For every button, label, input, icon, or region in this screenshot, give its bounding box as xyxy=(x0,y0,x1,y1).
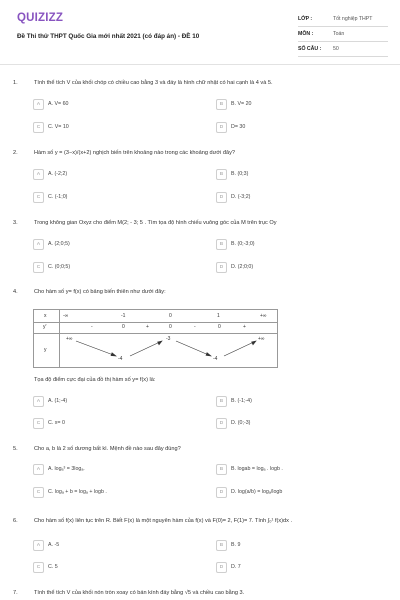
option-letter: B xyxy=(216,239,227,250)
option-letter: B xyxy=(216,99,227,110)
option-d[interactable] xyxy=(216,487,386,497)
meta-row-class xyxy=(298,12,388,27)
question-number: 5. xyxy=(13,446,18,452)
option-c[interactable] xyxy=(33,122,203,132)
option-text: D. (0;-3) xyxy=(231,420,251,426)
option-letter: A xyxy=(33,169,44,180)
option-text: A. (1;-4) xyxy=(48,398,68,404)
option-a[interactable] xyxy=(33,540,203,550)
x-label: x xyxy=(44,313,47,319)
question-text: Cho hàm số f(x) liên tục trên R. Biết F(x) là một nguyên hàm của f(x) và F(0)= 2, F(1)= 7. Tính ∫₀¹ f(x)dx . xyxy=(34,518,293,524)
x-value: -∞ xyxy=(63,313,69,319)
meta-label: LỚP : xyxy=(298,16,313,22)
option-text: C. (0;0;5) xyxy=(48,264,71,270)
option-a[interactable] xyxy=(33,169,203,179)
option-letter: D xyxy=(216,562,227,573)
option-letter: B xyxy=(216,540,227,551)
option-text: B. (0;-3;0) xyxy=(231,241,255,247)
option-text: C. logₐ + b = logₐ + logb . xyxy=(48,489,107,495)
option-letter: B xyxy=(216,169,227,180)
option-text: D. 7 xyxy=(231,564,241,570)
option-d[interactable] xyxy=(216,262,386,272)
option-c[interactable] xyxy=(33,262,203,272)
meta-value: Tốt nghiệp THPT xyxy=(333,16,373,22)
dy-sign: 0 xyxy=(169,324,172,330)
x-value: -1 xyxy=(121,313,126,319)
variation-arrows xyxy=(34,310,277,367)
meta-label: SỐ CÂU : xyxy=(298,46,322,52)
dy-sign: 0 xyxy=(218,324,221,330)
option-text: B. (0;3) xyxy=(231,171,249,177)
question-text: Tính thể tích V của khối nón tròn xoay có bán kính đáy bằng √5 và chiều cao bằng 3. xyxy=(34,590,245,596)
question-text: Hàm số y = (3−x)/(x+2) nghịch biến trên khoảng nào trong các khoảng dưới đây? xyxy=(34,150,235,156)
question-subtext: Tọa độ điểm cực đại của đồ thị hàm số y= f(x) là: xyxy=(34,377,156,383)
option-text: C. x= 0 xyxy=(48,420,65,426)
option-c[interactable] xyxy=(33,192,203,202)
question-number: 1. xyxy=(13,80,18,86)
option-text: D. (2;0;0) xyxy=(231,264,254,270)
option-text: B. logab = logₐ . logb . xyxy=(231,466,283,472)
variation-table xyxy=(33,309,278,368)
question-text: Cho hàm số y= f(x) có bảng biến thiên như dưới đây: xyxy=(34,289,166,295)
option-a[interactable] xyxy=(33,464,203,474)
option-text: D. (-3;2) xyxy=(231,194,251,200)
option-b[interactable] xyxy=(216,540,386,550)
question-number: 2. xyxy=(13,150,18,156)
option-text: A. V= 60 xyxy=(48,101,69,107)
option-b[interactable] xyxy=(216,169,386,179)
question-number: 7. xyxy=(13,590,18,596)
option-letter: A xyxy=(33,540,44,551)
option-b[interactable] xyxy=(216,396,386,406)
exam-meta xyxy=(298,12,388,57)
option-letter: D xyxy=(216,192,227,203)
option-letter: C xyxy=(33,192,44,203)
option-letter: D xyxy=(216,122,227,133)
option-text: A. logₐ³ = 3logₐ. xyxy=(48,466,85,472)
option-text: D= 30 xyxy=(231,124,246,130)
option-a[interactable] xyxy=(33,99,203,109)
header-divider xyxy=(0,64,400,65)
question-number: 4. xyxy=(13,289,18,295)
option-letter: A xyxy=(33,239,44,250)
question-number: 3. xyxy=(13,220,18,226)
exam-title: Đề Thi thử THPT Quốc Gia mới nhất 2021 (có đáp án) - ĐỀ 10 xyxy=(17,33,200,40)
dy-sign: 0 xyxy=(122,324,125,330)
option-c[interactable] xyxy=(33,487,203,497)
question-text: Trong không gian Oxyz cho điểm M(2; - 3; 5 . Tìm tọa độ hình chiếu vuông góc của M trên trục Oy xyxy=(34,220,277,226)
option-text: C. 5 xyxy=(48,564,58,570)
option-letter: C xyxy=(33,262,44,273)
x-value: +∞ xyxy=(260,313,267,319)
option-letter: D xyxy=(216,487,227,498)
option-text: C. V= 10 xyxy=(48,124,69,130)
y-value: +∞ xyxy=(258,336,265,342)
meta-row-count xyxy=(298,42,388,57)
option-c[interactable] xyxy=(33,418,203,428)
option-d[interactable] xyxy=(216,562,386,572)
option-letter: C xyxy=(33,418,44,429)
option-d[interactable] xyxy=(216,418,386,428)
option-letter: A xyxy=(33,464,44,475)
option-a[interactable] xyxy=(33,396,203,406)
dy-sign: - xyxy=(194,324,196,330)
option-text: B. V= 20 xyxy=(231,101,252,107)
option-letter: D xyxy=(216,418,227,429)
option-d[interactable] xyxy=(216,192,386,202)
option-letter: C xyxy=(33,487,44,498)
option-text: B. (-1;-4) xyxy=(231,398,252,404)
option-text: B. 9 xyxy=(231,542,241,548)
option-text: A. (-2;2) xyxy=(48,171,68,177)
option-letter: C xyxy=(33,122,44,133)
option-letter: A xyxy=(33,396,44,407)
meta-row-subject xyxy=(298,27,388,42)
y-value: -4 xyxy=(118,356,123,362)
option-text: C. (-1;0) xyxy=(48,194,68,200)
dy-sign: + xyxy=(243,324,246,330)
question-text: Tính thể tích V của khối chóp có chiều cao bằng 3 và đáy là hình chữ nhật có hai cạnh là 4 và 5. xyxy=(34,80,273,86)
option-letter: D xyxy=(216,262,227,273)
x-value: 0 xyxy=(169,313,172,319)
dy-label: y' xyxy=(43,324,47,330)
dy-sign: - xyxy=(91,324,93,330)
meta-value: Toán xyxy=(333,31,345,37)
option-a[interactable] xyxy=(33,239,203,249)
dy-sign: + xyxy=(146,324,149,330)
y-value: -3 xyxy=(166,336,171,342)
option-b[interactable] xyxy=(216,464,386,474)
quizizz-logo: QUIZIZZ xyxy=(17,12,64,24)
question-text: Cho a, b là 2 số dương bất kì. Mệnh đề nào sau đây đúng? xyxy=(34,446,181,452)
option-b[interactable] xyxy=(216,99,386,109)
option-letter: C xyxy=(33,562,44,573)
option-letter: B xyxy=(216,464,227,475)
option-text: D. log(a/b) = logₐ/logb xyxy=(231,489,283,495)
y-value: -4 xyxy=(213,356,218,362)
x-value: 1 xyxy=(217,313,220,319)
meta-label: MÔN : xyxy=(298,31,314,37)
y-label: y xyxy=(44,347,47,353)
option-c[interactable] xyxy=(33,562,203,572)
option-letter: B xyxy=(216,396,227,407)
option-text: A. (2;0;5) xyxy=(48,241,70,247)
option-letter: A xyxy=(33,99,44,110)
meta-value: 50 xyxy=(333,46,339,52)
y-value: +∞ xyxy=(66,336,73,342)
option-text: A. -5 xyxy=(48,542,60,548)
option-d[interactable] xyxy=(216,122,386,132)
option-b[interactable] xyxy=(216,239,386,249)
question-number: 6. xyxy=(13,518,18,524)
